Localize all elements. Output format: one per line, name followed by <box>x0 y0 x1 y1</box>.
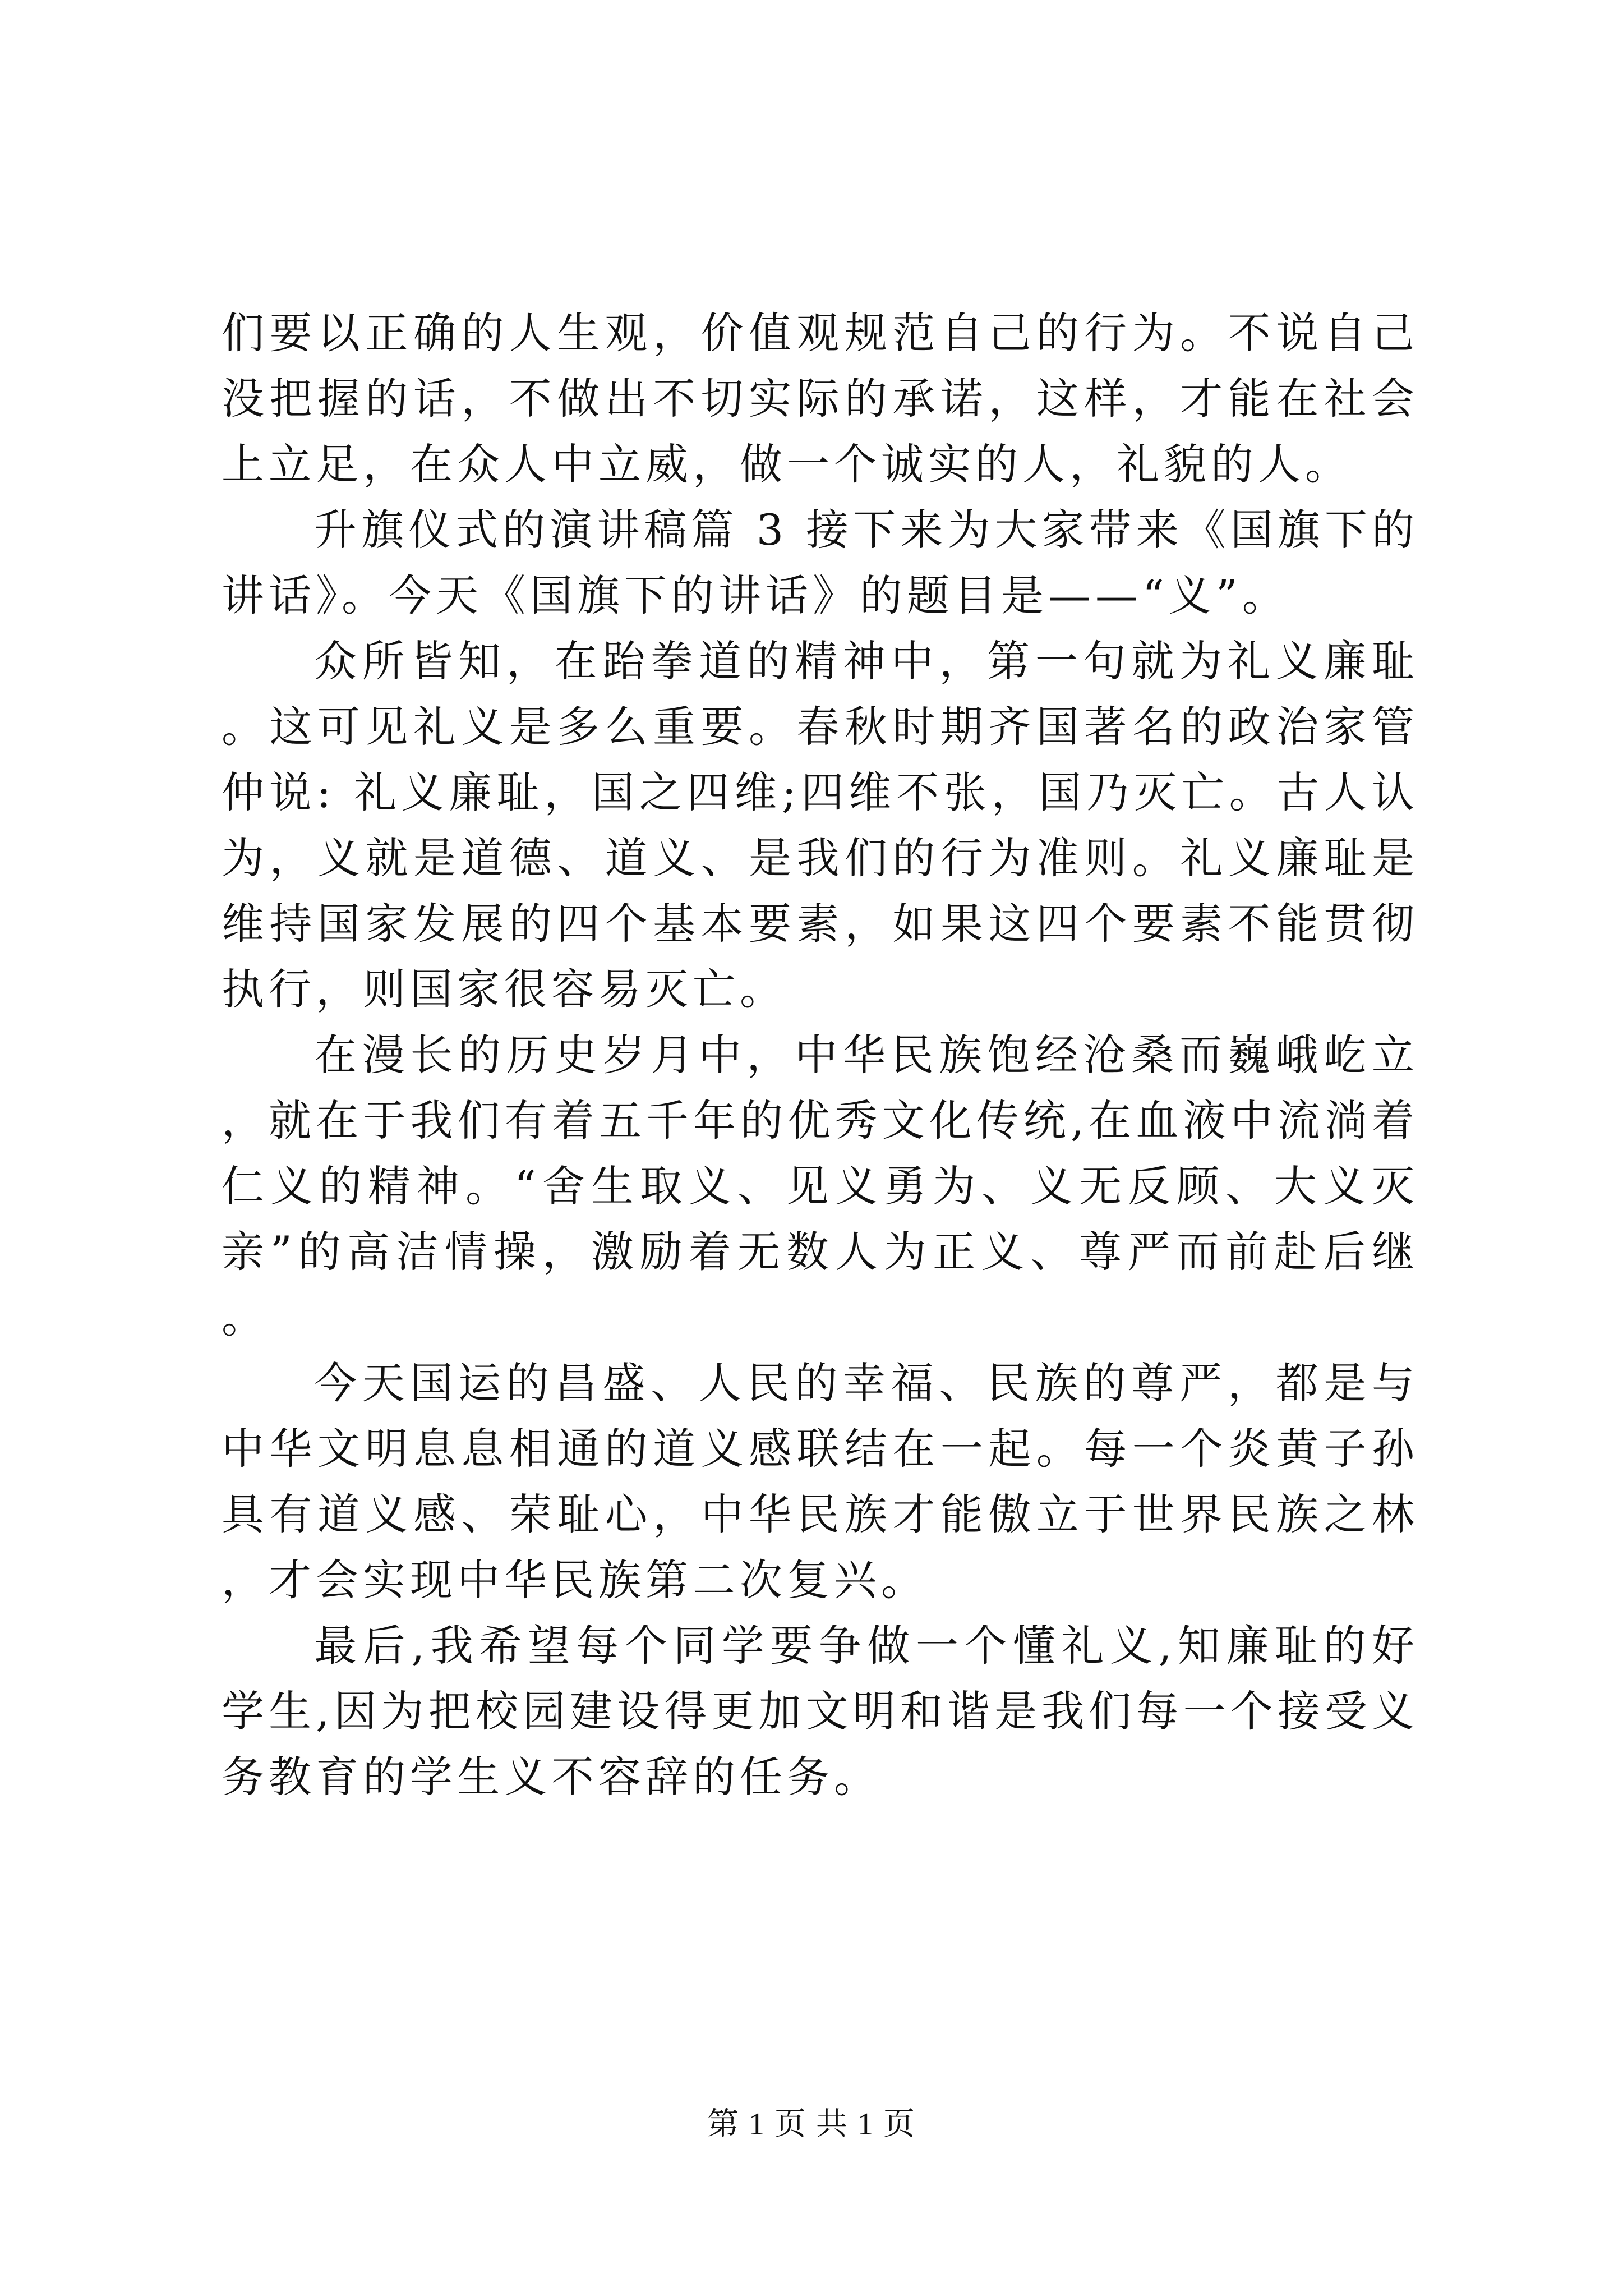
paragraph-closing: 最后,我希望每个同学要争做一个懂礼义,知廉耻的好学生,因为把校园建设得更加文明和谐是我们每一个接受义务教育的学生义不容辞的任务。 <box>222 1621 1419 1802</box>
paragraph-national-fortune: 今天国运的昌盛、人民的幸福、民族的尊严，都是与中华文明息息相通的道义感联结在一起。每一个炎黄子孙具有道义感、荣耻心，中华民族才能傲立于世界民族之林，才会实现中华民族第二次复兴。 <box>222 1358 1419 1605</box>
paragraph-history: 在漫长的历史岁月中，中华民族饱经沧桑而巍峨屹立，就在于我们有着五千年的优秀文化传统,在血液中流淌着仁义的精神。“舍生取义、见义勇为、义无反顾、大义灭亲”的高洁情操，激励着无数人为正义、尊严而前赴后继。 <box>222 1030 1419 1342</box>
paragraph-continuation: 们要以正确的人生观，价值观规范自己的行为。不说自己没把握的话，不做出不切实际的承诺，这样，才能在社会上立足，在众人中立威，做一个诚实的人，礼貌的人。 <box>222 308 1419 489</box>
page-number-footer: 第 1 页 共 1 页 <box>707 2107 916 2142</box>
paragraph-liyi-lianchi: 众所皆知，在跆拳道的精神中，第一句就为礼义廉耻。这可见礼义是多么重要。春秋时期齐国著名的政治家管仲说: 礼义廉耻，国之四维;四维不张，国乃灭亡。古人认为，义就是道德、道义、是我们的行为准则。礼义廉耻是维持国家发展的四个基本要素，如果这四个要素不能贯彻执行，则国家很容易灭亡。 <box>222 636 1419 1014</box>
paragraph-speech-intro: 升旗仪式的演讲稿篇 3 接下来为大家带来《国旗下的讲话》。今天《国旗下的讲话》的题目是——“义”。 <box>222 505 1419 620</box>
document-body <box>222 300 1419 1810</box>
